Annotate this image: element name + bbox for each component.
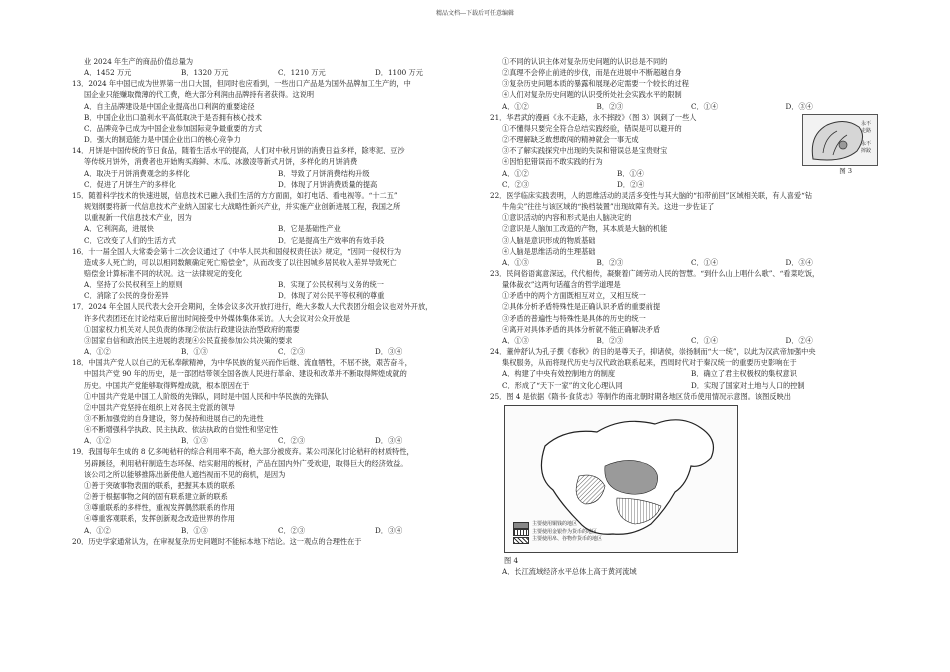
text-line: 牛角尖”往往与该区域的“换档装置”出现故障有关。这进一步佐证了	[502, 202, 715, 212]
text-line: 17．2024 年全国人民代表大会开会期间，全体会议多次开放打进行，绝大多数人大代表团分组会议也对外开放，	[72, 302, 433, 312]
option-row	[72, 179, 472, 190]
svg-text:永不: 永不	[861, 140, 872, 147]
option-row	[490, 101, 880, 112]
text-line: B．中国企业出口盈利水平高低取决于是否拥有核心技术	[84, 112, 262, 122]
text-line: 20．历史学家通常认为，在审视复杂历史问题时不能标本地下结论。这一观点的合理性在于	[72, 536, 362, 546]
option: A．①③	[502, 335, 529, 345]
option-row	[72, 279, 472, 290]
option-row	[72, 346, 472, 357]
text-line: ①矛盾中的两个方面既相互对立，又相互统一	[502, 291, 646, 301]
map-figure-4	[504, 405, 738, 553]
option: A．①②	[84, 436, 111, 446]
option: D．③④	[375, 525, 403, 535]
text-line: 18．中国共产党人以自己的无私奉献精神，为中华民族的复兴而作后继、流血牺牲，不屈不挠，艰苦奋斗，	[72, 358, 412, 368]
text-line: C．品牌竞争已成为中国企业参加国际竞争最重要的方式	[84, 123, 263, 133]
option: A．①②	[84, 347, 111, 357]
option-row	[72, 525, 472, 536]
option-row	[72, 290, 472, 301]
option: A．它利润高，进展快	[84, 224, 154, 234]
text-line: 21．华君武的漫画《永不走路，永不摔跤》（图 3）讽刺了一些人	[490, 112, 697, 122]
option: B．①④	[617, 168, 644, 178]
legend-swatch	[513, 522, 529, 529]
text-line: 23．民间俗语寓意深远，代代相传，凝聚着广阔劳动人民的智慧。“到什么山上唱什么歌”、“看菜吃饭，	[490, 268, 820, 278]
option: B．1320 万元	[181, 68, 229, 78]
text-line: ②真理不会停止前进的步伐，而是在进展中不断超越自身	[502, 68, 682, 78]
map-legend	[513, 521, 602, 544]
text-line: 赔偿金计算标准不同的状况。这一法律规定的变化	[84, 268, 243, 278]
text-line: 15．随着科学技术的快速进展，信息技术已融入我们生活的方方面面，如打电话、看电视等。“十二五”	[72, 190, 398, 200]
question-21	[490, 112, 880, 190]
cartoon-figure-3	[802, 114, 878, 166]
text-line: ④离开对具体矛盾的具体分析就不能正确解决矛盾	[502, 324, 661, 334]
text-line: 中国共产党 90 年的历史，是一部团结带领全国各族人民进行革命、建设和改革并不断取得辉煌成就的	[84, 369, 407, 379]
option: C．①④	[691, 257, 719, 267]
option: B．②③	[596, 257, 624, 267]
text-line: 以重视新一代信息技术产业，因为	[84, 213, 192, 223]
legend-swatch	[513, 537, 529, 544]
option-row	[72, 435, 472, 446]
option: C．①④	[691, 335, 719, 345]
header-note: 精品文档---下载后可任意编辑	[435, 10, 515, 17]
option-row	[490, 168, 732, 179]
text-line: 量体裁衣”这两句话蕴含的哲学道理是	[502, 280, 621, 290]
option: C．②③	[502, 179, 530, 189]
text-line: ②善于根据事物之间的固有联系建立新的联系	[84, 492, 228, 502]
option: D．②④	[617, 179, 645, 189]
text-line: ①不懂得只要完全符合总结实践经验，错误是可以避开的	[502, 123, 682, 133]
option: A．1452 万元	[84, 68, 132, 78]
option-row	[72, 223, 472, 234]
option-row	[72, 168, 472, 179]
option: B．它是基础性产业	[278, 224, 341, 234]
text-line: 该公司之所以能够推陈出新使他人遮挡视而不见的商机，是因为	[84, 469, 286, 479]
option: D．③④	[375, 436, 403, 446]
svg-text:永不: 永不	[861, 120, 872, 127]
text-line: 19．我国每年生成的 8 亿多吨秸秆的综合利用率不高，绝大部分被废弃。某公司深化讨论秸秆的材质特性，	[72, 447, 414, 457]
option-row	[490, 179, 732, 190]
text-line: 13．2024 年中国已成为世界第一出口大国，但同时也应看到，一些出口产品是为国外品牌加工生产的，中	[72, 79, 411, 89]
option: D．③④	[785, 101, 813, 111]
option-a: A．长江流域经济水平总体上高于黄河流域	[502, 567, 637, 576]
option: C．形成了“天下一家”的文化心理认同	[502, 380, 623, 390]
option-row	[490, 380, 880, 391]
option-row	[72, 235, 472, 246]
text-line: 24．董仲舒认为孔子撰《春秋》的目的是尊天子，抑诸侯，崇扬制而“大一统”，以此为汉武帝加强中央	[490, 347, 816, 357]
legend-label: 主要使用金银作为货币的地区	[532, 528, 598, 535]
legend-swatch	[513, 529, 529, 536]
option: C．它改变了人们的生活方式	[84, 235, 176, 245]
option: C．①④	[691, 101, 719, 111]
option: C．②③	[278, 347, 306, 357]
text-line: ③不了解实践探究中出现的失误和错误总是宝贵财宝	[502, 146, 668, 156]
option: D．③④	[785, 257, 813, 267]
text-line: ④因怕犯错误而不敢实践的行为	[502, 157, 603, 167]
text-line: 另辟蹊径，利用秸秆制造生态环保、结实耐用的板材，产品在国内外广受欢迎，取得巨大的经济效益。	[84, 458, 408, 468]
text-line: ②中国共产党坚持在组织上对各民主党派的领导	[84, 402, 235, 412]
option: C．消除了公民的身份差异	[84, 291, 169, 301]
text-line: A．自主品牌建设是中国企业提高出口利润的重要途径	[84, 101, 255, 111]
text-line: 集权服务，从而将现代历史与汉代政治联系起来，西周时代对于秦汉统一的重要历史影响在于	[502, 358, 797, 368]
text-line: 造成多人死亡的，可以以相同数额确定死亡赔偿金”，从而改变了以往因城乡居民收入差异导致死亡	[84, 257, 397, 267]
svg-text:走路: 走路	[861, 127, 872, 134]
questions-22-25	[490, 190, 880, 402]
option: D．③④	[375, 347, 403, 357]
legend-label: 主要使用帛、谷物作货币的地区	[532, 536, 603, 543]
text-line: 14．月饼是中国传统的节日食品，随着生活水平的提高，人们对中秋月饼的消费日益多样，除枣泥、豆沙	[72, 146, 405, 156]
text-line: 16．十一届全国人大常委会第十二次会议通过了《中华人民共和国侵权责任法》规定，“因同一侵权行为	[72, 246, 402, 256]
option: D．体现了月饼消费质量的提高	[278, 179, 378, 189]
option-row	[490, 335, 880, 346]
option: B．实现了公民权利与义务的统一	[278, 280, 384, 290]
text-line: 业 2024 年生产的商品价值总量为	[84, 57, 194, 66]
text-line: D．强大的制造能力是中国企业出口的核心竞争力	[84, 135, 241, 145]
option: B．①③	[181, 436, 208, 446]
option: C．1210 万元	[278, 68, 326, 78]
option: D．它是提高生产效率的有效手段	[278, 235, 385, 245]
option: A．①②	[502, 168, 529, 178]
option: B．确立了君主权极权的集权意识	[691, 369, 797, 379]
text-line: 规划纲要将新一代信息技术产业纳入国家七大战略性新兴产业，并实施产业创新进展工程，我国之所	[84, 202, 401, 212]
option: C．②③	[278, 525, 306, 535]
option: A．①③	[502, 257, 529, 267]
text-line: ③复杂历史问题本质的暴露和展现必定需要一个较长的过程	[502, 79, 689, 89]
text-line: 国企业只能赚取微薄的代工费，绝大部分利润由品牌持有者获得。这说明	[84, 90, 315, 100]
option: B．②③	[596, 101, 624, 111]
option: D．体现了对公民平等权利的尊重	[278, 291, 385, 301]
option-row	[490, 257, 880, 268]
option: B．导致了月饼消费结构升级	[278, 168, 370, 178]
text-line: ③不断加强党的自身建设，努力保持和进展自己的先进性	[84, 414, 264, 423]
option-row	[72, 67, 472, 78]
question-20-options	[490, 56, 880, 112]
text-line: 历史。中国共产党能够取得辉煌成就，根本原因在于	[84, 380, 250, 390]
text-line: ④人们对复杂历史问题的认识受所处社会实践水平的限制	[502, 90, 682, 100]
option: C．②③	[278, 436, 306, 446]
legend-label: 主要使用铜钱的地区	[532, 521, 578, 528]
text-line: ①不同的认识主体对复杂历史问题的认识总是不同的	[502, 57, 668, 66]
svg-text:摔跤: 摔跤	[861, 147, 872, 154]
option: A．①②	[84, 525, 111, 535]
text-line: ④尊重客观联系，发挥创新观念改造世界的作用	[84, 514, 235, 524]
option: B．①③	[181, 525, 208, 535]
text-line: ③国家自信和政治民主进展的表现④公民直接参加公共决策的要求	[84, 335, 293, 345]
option: B．①③	[181, 347, 208, 357]
text-line: ④人脑是思维活动的生理基础	[502, 246, 596, 256]
text-line: ②意识是人脑加工改造的产物，其本质是大脑的机能	[502, 224, 668, 234]
text-line: ③人脑是意识形成的物质基础	[502, 235, 596, 245]
text-line: ③尊重联系的多样性，重视发挥偶然联系的作用	[84, 503, 235, 513]
text-line: ①意识活动的内容和形式是由人脑决定的	[502, 213, 632, 223]
right-column	[490, 56, 880, 577]
option-row	[490, 368, 880, 379]
option: D．实现了国家对土地与人口的控制	[691, 380, 805, 390]
text-line: ①善于突破事物表面的联系，把握其本质的联系	[84, 480, 235, 490]
text-line: ②不理解缺乏敢想敢闯的精神就会一事无成	[502, 135, 639, 145]
figure-4-caption: 图 4	[504, 555, 519, 565]
text-line: 25．图 4 是依据《隋书·食货志》等制作的南北朝时期各地区货币使用情况示意图。该图反映出	[490, 391, 791, 401]
option: A．构建了中央有效控制地方的制度	[502, 369, 616, 379]
option: A．①②	[502, 101, 529, 111]
option: C．促进了月饼生产的多样化	[84, 179, 176, 189]
text-line: ①中国共产党是中国工人阶级的先锋队，同时是中国人民和中华民族的先锋队	[84, 391, 329, 401]
figure-3-caption: 图 3	[839, 166, 852, 175]
option: A．坚持了公民权利至上的原则	[84, 280, 183, 290]
option: B．②③	[596, 335, 624, 345]
text-line: 许多代表团还在讨论结束后留出时间接受中外媒体集体采访。人大会议对公众开放是	[84, 313, 350, 323]
text-line: ③矛盾的普遍性与特殊性是具体的历史的统一	[502, 313, 646, 323]
option: D．1100 万元	[375, 68, 423, 78]
text-line: 22．医学临床实践表明，人的思维活动的灵活多变性与其大脑的“扣带前回”区域相关联，有人喜爱“钻	[490, 190, 813, 200]
text-line: ①国家权力机关对人民负责的体现②依法行政建设法治型政府的需要	[84, 324, 300, 334]
text-line: ②具体分析矛盾特殊性是正确认识矛盾的重要前提	[502, 302, 661, 312]
text-line: ④不断增强科学执政、民主执政、依法执政的自觉性和坚定性	[84, 425, 279, 435]
left-column	[72, 56, 472, 547]
option: A．取决于月饼消费观念的多样化	[84, 168, 190, 178]
option: D．②④	[785, 335, 813, 345]
text-line: 等传统月饼外，消费者也开始购买海鲜、木瓜、冰激凌等新式月饼，多样化的月饼消费	[84, 157, 358, 167]
